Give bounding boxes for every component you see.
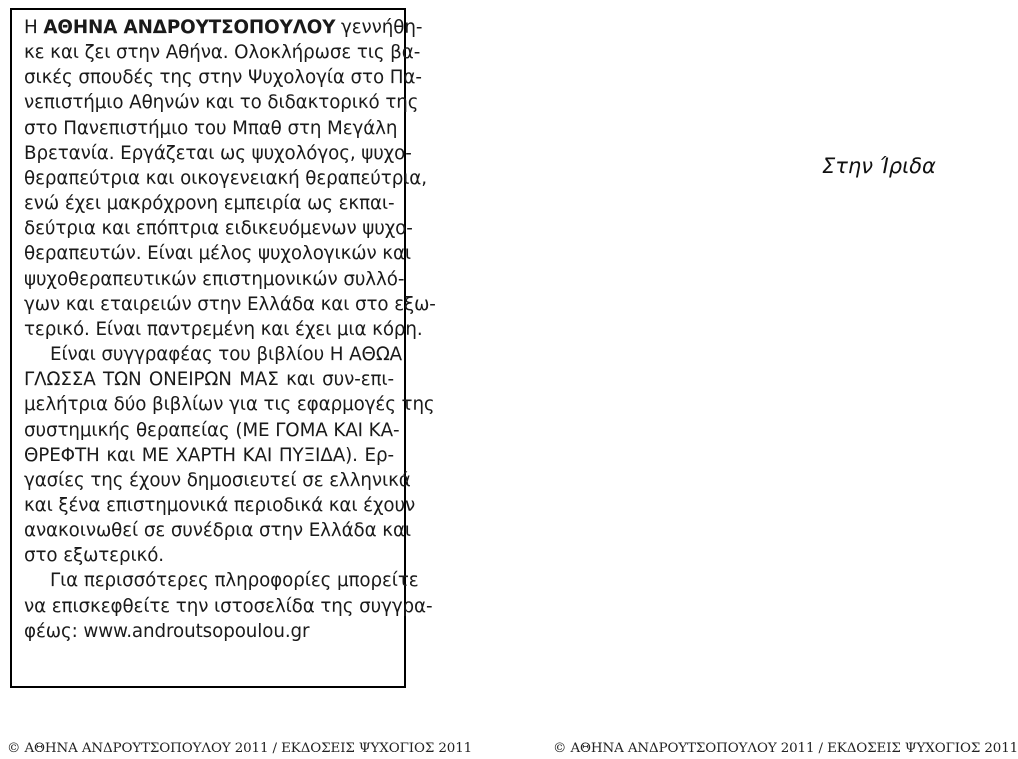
bio-line: νεπιστήμιο Αθηνών και το διδακτορικό της [24,92,419,114]
bio-line: θεραπευτών. Είναι μέλος ψυχολογικών και [24,243,411,265]
copyright-footer-left: © ΑΘΗΝΑ ΑΝΔΡΟΥΤΣΟΠΟΥΛΟΥ 2011 / ΕΚΔΟΣΕΙΣ ΨΥΧΟΓΙΟΣ 2011 [7,741,473,756]
bio-line: κε και ζει στην Αθήνα. Ολοκλήρωσε τις βα- [24,42,421,64]
bio-line: μελήτρια δύο βιβλίων για τις εφαρμογές της [24,394,435,416]
bio-line: να επισκεφθείτε την ιστοσελίδα της συγγρα- [24,595,433,617]
bio-line: ψυχοθεραπευτικών επιστημονικών συλλό- [24,268,405,290]
bio-line: φέως: www.androutsopoulou.gr [24,620,310,642]
bio-line: γων και εταιρειών στην Ελλάδα και στο εξω- [24,293,436,315]
bio-line: σικές σπουδές της στην Ψυχολογία στο Πα- [24,67,422,89]
bio-line: ΘΡΕΦΤΗ και ΜΕ ΧΑΡΤΗ ΚΑΙ ΠΥΞΙΔΑ). Ερ- [24,444,394,466]
bio-line: θεραπεύτρια και οικογενειακή θεραπεύτρια, [24,167,427,189]
bio-line: ενώ έχει μακρόχρονη εμπειρία ως εκπαι- [24,193,395,215]
author-name: ΑΘΗΝΑ ΑΝΔΡΟΥΤΣΟΠΟΥΛΟΥ [43,17,336,38]
bio-line: δεύτρια και επόπτρια ειδικευόμενων ψυχο- [24,218,413,240]
copyright-footer-right: © ΑΘΗΝΑ ΑΝΔΡΟΥΤΣΟΠΟΥΛΟΥ 2011 / ΕΚΔΟΣΕΙΣ ΨΥΧΟΓΙΟΣ 2011 [553,741,1018,756]
bio-line: στο εξωτερικό. [24,545,165,567]
bio-line: και ξένα επιστημονικά περιοδικά και έχουν [24,494,416,516]
bio-line: Βρετανία. Εργάζεται ως ψυχολόγος, ψυχο- [24,142,412,164]
author-bio [24,15,436,644]
bio-line: τερικό. Είναι παντρεμένη και έχει μια κόρη. [24,318,423,340]
bio-line: ανακοινωθεί σε συνέδρια στην Ελλάδα και [24,520,412,542]
bio-line: γασίες της έχουν δημοσιευτεί σε ελληνικά [24,469,411,491]
dedication: Στην Ίριδα [822,154,936,178]
bio-line: Είναι συγγραφέας του βιβλίου Η ΑΘΩΑ [50,344,403,366]
author-bio-box [10,8,436,688]
bio-line: Η ΑΘΗΝΑ ΑΝΔΡΟΥΤΣΟΠΟΥΛΟΥ γεννήθη- [24,17,423,38]
bio-line: Για περισσότερες πληροφορίες μπορείτε [50,570,419,592]
bio-line: στο Πανεπιστήμιο του Μπαθ στη Μεγάλη [24,117,398,139]
bio-line: συστημικής θεραπείας (ΜΕ ΓΟΜΑ ΚΑΙ ΚΑ- [24,419,400,441]
bio-line: ΓΛΩΣΣΑ ΤΩΝ ΟΝΕΙΡΩΝ ΜΑΣ και συν-επι- [24,369,394,391]
